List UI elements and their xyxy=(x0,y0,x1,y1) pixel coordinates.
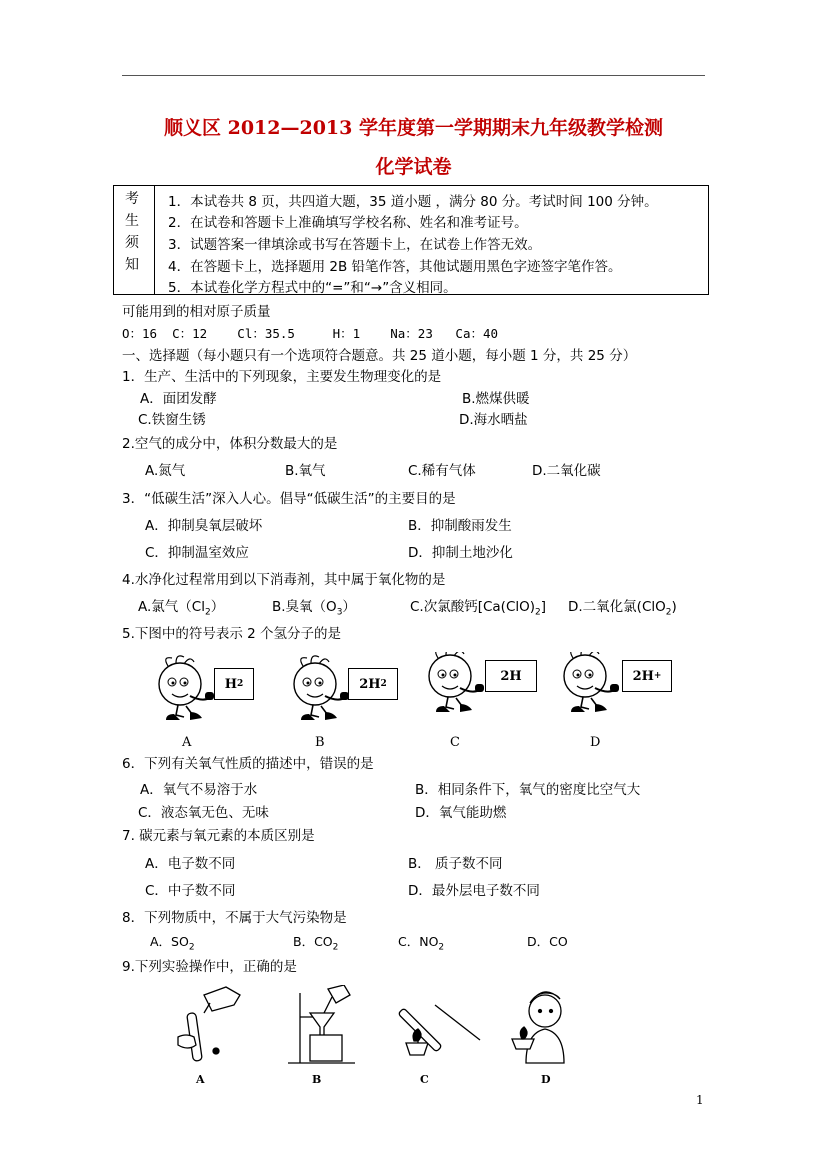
formula-box-b: 2H 2 xyxy=(348,668,398,700)
question-stem: 9.下列实验操作中，正确的是 xyxy=(122,959,297,975)
notice-box xyxy=(113,185,709,295)
notice-side-char: 生 xyxy=(125,213,139,229)
option-c: C．抑制温室效应 xyxy=(145,545,249,561)
notice-line: 4．在答题卡上，选择题用 2B 铅笔作答，其他试题用黑色字迹签字笔作答。 xyxy=(168,259,622,275)
option-b: B.臭氧$(O_3)$ xyxy=(272,599,356,618)
figure-label-d: D xyxy=(541,1073,551,1086)
option-c: C．$NO_2$ xyxy=(398,934,445,953)
notice-side-char: 须 xyxy=(125,235,139,251)
exam-subtitle: 化学试卷 xyxy=(375,156,452,178)
option-a: A.氮气 xyxy=(145,463,186,479)
option-a: A．抑制臭氧层破坏 xyxy=(145,518,263,534)
option-d: D．CO xyxy=(527,934,568,949)
question-stem: 8．下列物质中，不属于大气污染物是 xyxy=(122,910,347,926)
figure-label-a: A xyxy=(196,1073,205,1086)
page-number: 1 xyxy=(696,1093,704,1107)
option-b: B.燃煤供暖 xyxy=(462,391,530,407)
option-c: C．中子数不同 xyxy=(145,883,236,899)
section-heading: 一、选择题（每小题只有一个选项符合题意。共 25 道小题，每小题 1 分，共 25 分） xyxy=(122,348,637,364)
atomic-mass-values: O：16 C：12 Cl：35.5 H：1 Na：23 Ca：40 xyxy=(122,326,499,341)
question-stem: 2.空气的成分中，体积分数最大的是 xyxy=(122,436,338,452)
option-a: A．面团发酵 xyxy=(140,391,217,407)
question-stem: 5.下图中的符号表示 2 个氢分子的是 xyxy=(122,626,342,642)
option-b: B．$CO_2$ xyxy=(293,934,339,953)
option-b: B．抑制酸雨发生 xyxy=(408,518,512,534)
notice-side-char: 知 xyxy=(125,257,139,273)
option-b: B． 质子数不同 xyxy=(408,856,503,872)
option-a: A．$SO_2$ xyxy=(150,934,195,953)
option-d: D．抑制土地沙化 xyxy=(408,545,513,561)
option-d: D.二氧化碳 xyxy=(532,463,601,479)
option-b: B.氧气 xyxy=(285,463,326,479)
option-d: D.二氧化氯(ClO$_2$) xyxy=(568,599,677,618)
atomic-mass-title: 可能用到的相对原子质量 xyxy=(122,304,271,320)
exam-title: 顺义区 2012—2013 学年度第一学期期末九年级教学检测 xyxy=(164,117,663,139)
notice-line: 1．本试卷共 8 页，共四道大题，35 道小题 ，满分 80 分。考试时间 100 分钟。 xyxy=(168,194,658,210)
option-c: C.稀有气体 xyxy=(408,463,476,479)
notice-line: 5．本试卷化学方程式中的“=”和“→”含义相同。 xyxy=(168,280,457,296)
figure-label-d: D xyxy=(590,735,601,750)
option-a: A．电子数不同 xyxy=(145,856,236,872)
question-stem: 4.水净化过程常用到以下消毒剂，其中属于氧化物的是 xyxy=(122,572,446,588)
option-c: C.次氯酸钙$[Ca(ClO)_2]$ xyxy=(410,599,547,618)
option-d: D.海水晒盐 xyxy=(459,412,528,428)
formula-box-c: 2H xyxy=(485,660,537,692)
option-a: A.氯气$(Cl_2)$ xyxy=(138,599,225,618)
header-rule xyxy=(122,75,705,76)
question-stem: 3．“低碳生活”深入人心。倡导“低碳生活”的主要目的是 xyxy=(122,491,456,507)
option-c: C．液态氧无色、无味 xyxy=(138,805,269,821)
figure-label-c: C xyxy=(420,1073,429,1086)
lab-operations-figure xyxy=(160,985,600,1070)
formula-box-d: 2H + xyxy=(622,660,672,692)
question-stem: 6．下列有关氧气性质的描述中，错误的是 xyxy=(122,756,374,772)
notice-line: 2．在试卷和答题卡上准确填写学校名称、姓名和准考证号。 xyxy=(168,215,528,231)
notice-side-label xyxy=(114,186,155,294)
option-d: D．氧气能助燃 xyxy=(415,805,507,821)
option-d: D．最外层电子数不同 xyxy=(408,883,540,899)
notice-side-char: 考 xyxy=(125,191,139,207)
option-b: B．相同条件下，氧气的密度比空气大 xyxy=(415,782,641,798)
option-c: C.铁窗生锈 xyxy=(138,412,206,428)
figure-label-b: B xyxy=(312,1073,322,1086)
option-a: A．氧气不易溶于水 xyxy=(140,782,258,798)
question-stem: 7. 碳元素与氧元素的本质区别是 xyxy=(122,828,315,844)
figure-label-a: A xyxy=(182,735,192,750)
question-stem: 1．生产、生活中的下列现象，主要发生物理变化的是 xyxy=(122,369,442,385)
figure-label-c: C xyxy=(450,735,460,750)
notice-line: 3．试题答案一律填涂或书写在答题卡上，在试卷上作答无效。 xyxy=(168,237,542,253)
figure-label-b: B xyxy=(315,735,325,750)
formula-box-a: H 2 xyxy=(214,668,254,700)
